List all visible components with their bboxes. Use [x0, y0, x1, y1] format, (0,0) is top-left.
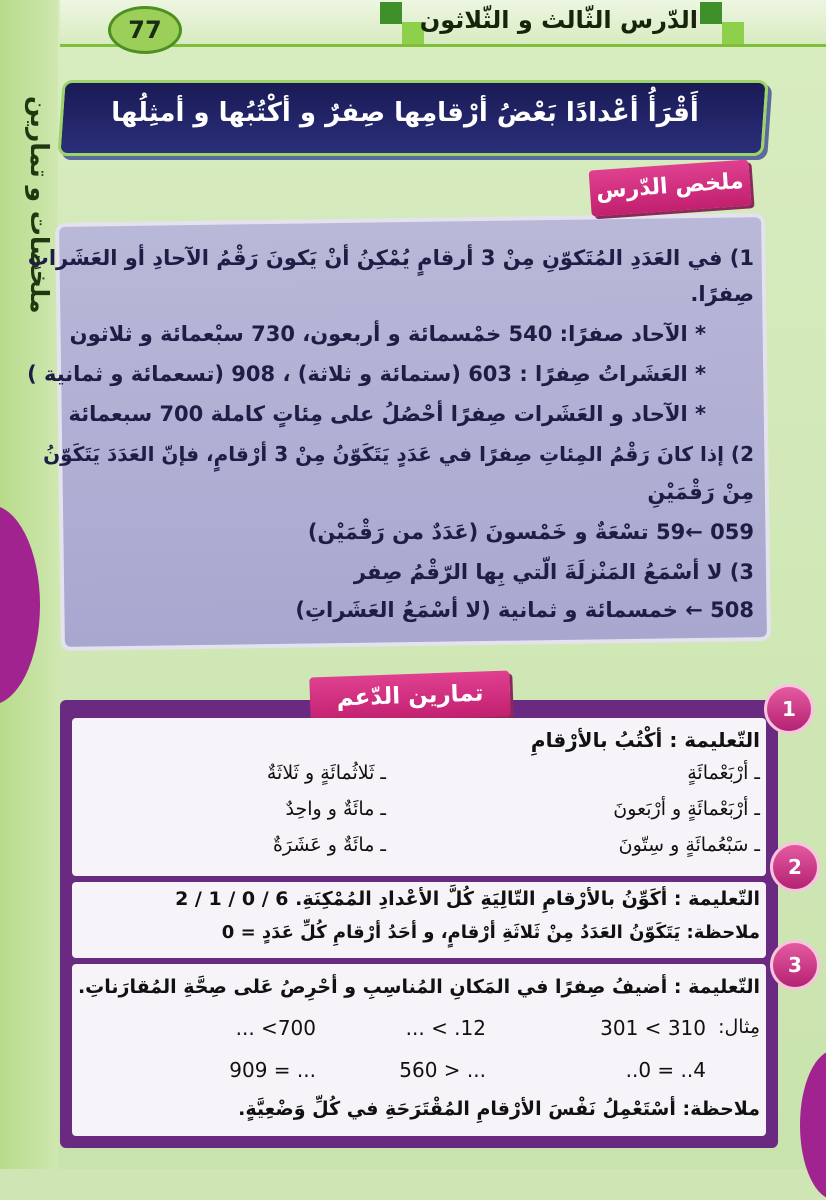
exercise-1-badge: 1 — [764, 684, 814, 734]
comparison-cell: ... = 909 — [229, 1058, 316, 1082]
exercise-3-badge: 3 — [770, 940, 820, 990]
comparison-cell: 700> ... — [235, 1016, 316, 1040]
summary-line: * الآحاد صفرًا: 540 خمْسمائة و أربعون، 730 سبْعمائة و ثلاثون — [69, 322, 706, 346]
decor-square — [700, 2, 722, 24]
summary-line: 3) لا أسْمَعُ المَنْزلَةَ الّتي بِها الرّقْمُ صِفر — [353, 560, 754, 584]
decor-square — [380, 2, 402, 24]
summary-line: 059 ←59 تسْعَةٌ و خَمْسونَ (عَدَدٌ من رَقْمَيْن) — [307, 520, 754, 544]
summary-line: 2) إذا كانَ رَقْمُ المِئاتِ صِفرًا في عَدَدٍ يَتَكَوّنُ مِنْ 3 أرْقامٍ، فإنّ العَدَدَ يَتَكَوّنُ — [43, 442, 754, 466]
exercise-1-item: ـ مائَةٌ و عَشَرَةٌ — [272, 834, 386, 856]
summary-line: 508 ← خمسمائة و ثمانية (لا أسْمَعُ العَشَراتِ) — [295, 598, 754, 622]
decor-square — [722, 22, 744, 44]
summary-tab: ملخص الدّرس — [589, 159, 752, 216]
side-label: ملخصات و تمارين — [25, 96, 54, 314]
exercise-1-item: ـ أرْبَعْمائَةٍ و أرْبَعونَ — [613, 798, 760, 820]
exercises-tab: تمارين الدّعم — [309, 671, 510, 724]
summary-line: 1) في العَدَدِ المُتَكوّنِ مِنْ 3 أرقامٍ يُمْكِنُ أنْ يَكونَ رَقْمُ الآحادِ أو العَشَراتِ — [27, 246, 754, 270]
summary-line: * الآحاد و العَشَرات صِفرًا أحْصُلُ على مِئاتٍ كاملة 700 سبعمائة — [68, 402, 706, 426]
exercise-3-example-label: مِثال: — [718, 1016, 760, 1038]
page-number: 77 — [108, 6, 182, 54]
summary-line: مِنْ رَقْمَيْنِ — [647, 480, 754, 504]
summary-line: صِفرًا. — [690, 282, 754, 306]
summary-line: * العَشَراتُ صِفرًا : 603 (ستمائة و ثلاثة) ، 908 (تسعمائة و ثمانية ) — [27, 362, 706, 386]
lesson-title: الدّرس الثّالث و الثّلاثون — [419, 6, 698, 34]
comparison-cell: ... < 560 — [399, 1058, 486, 1082]
decor-circle — [800, 1050, 826, 1200]
exercise-2-badge: 2 — [770, 842, 820, 892]
exercise-1-item: ـ سَبْعُمائَةٍ و سِتّونَ — [618, 834, 760, 856]
exercise-3-note: ملاحظة: أسْتَعْمِلُ نَفْسَ الأرْقامِ المُقْتَرَحَةِ في كُلِّ وَضْعِيَّةٍ. — [238, 1098, 760, 1120]
comparison-cell: 310 > 301 — [600, 1016, 706, 1040]
comparison-cell: 4.. = 0.. — [625, 1058, 706, 1082]
exercise-1-item: ـ مائَةٌ و واحِدٌ — [285, 798, 386, 820]
comparison-cell: 12. > ... — [405, 1016, 486, 1040]
exercise-1-item: ـ أرْبَعْمائَةٍ — [687, 762, 760, 784]
exercise-1-item: ـ ثَلاثُمائَةٍ و ثَلاثَةٌ — [266, 762, 386, 784]
objective-text: أَقْرَأُ أعْدادًا بَعْضُ أرْقامِها صِفرٌ و أكْتُبُها و أمثِلُها — [111, 98, 699, 128]
exercise-2-note: ملاحظة: يَتَكَوّنُ العَدَدُ مِنْ ثَلاثَةِ أرْقامٍ، و أحَدُ أرْقامِ كُلِّ عَدَدٍ = 0 — [221, 922, 760, 943]
exercise-1-instruction: التّعليمة : أكْتُبُ بالأرْقامِ — [530, 728, 760, 752]
exercise-2-instruction: التّعليمة : أكَوِّنُ بالأرْقامِ التّالِيَةِ كُلَّ الأعْدادِ المُمْكِنَةِ. 6 / 0 / 1 / 2 — [175, 888, 760, 910]
exercise-3-instruction: التّعليمة : أضيفُ صِفرًا في المَكانِ المُناسِبِ و أحْرِصُ عَلى صِحَّةِ المُقارَناتِ. — [77, 976, 760, 998]
